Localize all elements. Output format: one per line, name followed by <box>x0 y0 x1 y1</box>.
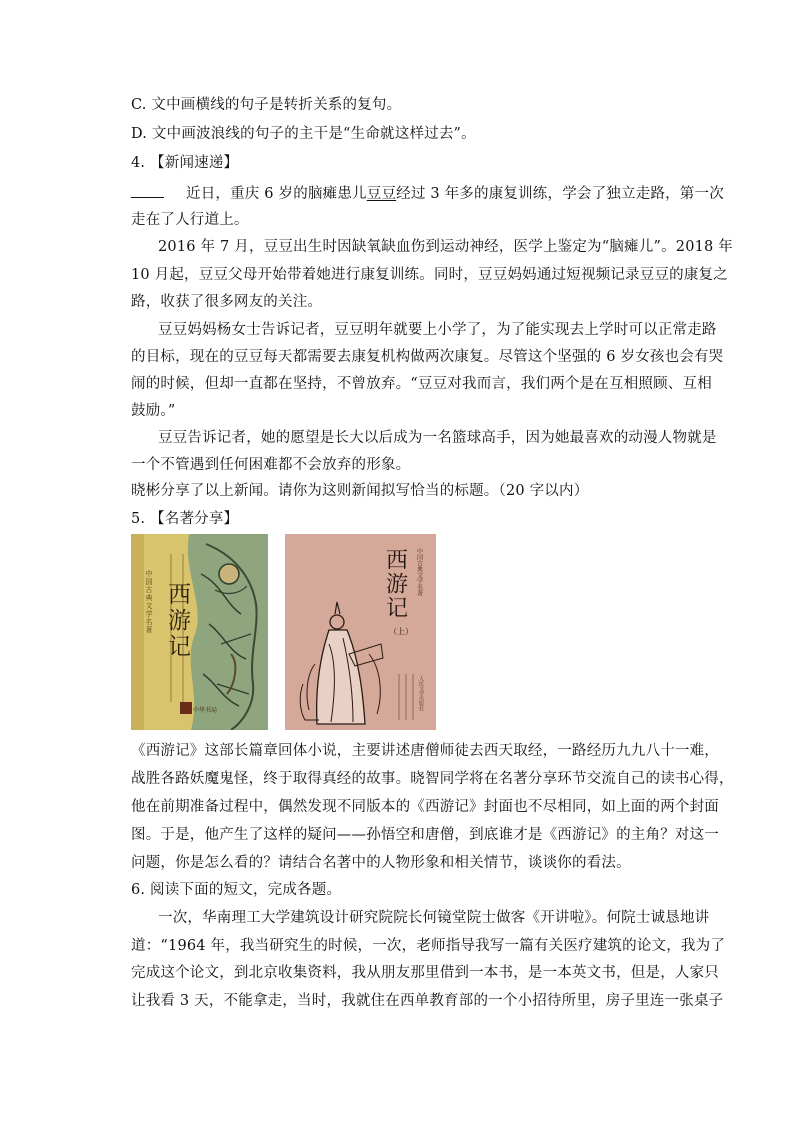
cover1-seal-icon <box>180 702 192 714</box>
q4-task: 晓彬分享了以上新闻。请你为这则新闻拟写恰当的标题。（20 字以内） <box>131 483 589 499</box>
option-d: D. 文中画波浪线的句子的主干是“生命就这样过去”。 <box>131 126 476 142</box>
q6-line1: 一次，华南理工大学建筑设计研究院院长何镜堂院士做客《开讲啦》。何院士诚恳地讲 <box>158 910 710 926</box>
q4-p2-line3: 路，收获了很多网友的关注。 <box>131 294 323 310</box>
q5-line4: 图。于是，他产生了这样的疑问——孙悟空和唐僧，到底谁才是《西游记》的主角？对这一 <box>131 827 719 843</box>
q4-p3-line4: 鼓励。” <box>131 403 176 419</box>
cover1-illustration <box>131 534 268 730</box>
q6-line4: 让我看 3 天，不能拿走，当时，我就住在西单教育部的一个小招待所里，房子里连一张桌子 <box>131 993 724 1009</box>
q4-p2-line1: 2016 年 7 月，豆豆出生时因缺氧缺血伤到运动神经，医学上鉴定为“脑瘫儿”。2018 年 <box>158 239 733 255</box>
q6-heading: 6. 阅读下面的短文，完成各题。 <box>131 882 342 898</box>
q4-p3-line1: 豆豆妈妈杨女士告诉记者，豆豆明年就要上小学了，为了能实现去上学时可以正常走路 <box>158 322 717 338</box>
q4-p3-line2: 的目标，现在的豆豆每天都需要去康复机构做两次康复。尽管这个坚强的 6 岁女孩也会有哭 <box>131 349 724 365</box>
q4-p4-line1: 豆豆告诉记者，她的愿望是长大以后成为一名篮球高手，因为她最喜欢的动漫人物就是 <box>158 430 717 446</box>
book-cover-renmin <box>285 534 436 730</box>
q4-heading: 4. 【新闻速递】 <box>131 155 239 171</box>
q4-p1-line2: 走在了人行道上。 <box>131 212 249 228</box>
cover1-series: 中国古典文学名著 <box>145 570 153 634</box>
q5-line3: 他在前期准备过程中，偶然发现不同版本的《西游记》封面也不尽相同，如上面的两个封面 <box>131 799 719 815</box>
cover2-title: 西游记 <box>382 548 408 620</box>
q4-p2-line2: 10 月起，豆豆父母开始带着她进行康复训练。同时，豆豆妈妈通过短视频记录豆豆的康复之 <box>131 267 728 283</box>
cover1-publisher: 中华书局 <box>193 707 218 714</box>
cover2-illustration <box>285 534 436 730</box>
q5-line1: 《西游记》这部长篇章回体小说，主要讲述唐僧师徒去西天取经，一路经历九九八十一难， <box>131 743 719 759</box>
q5-line2: 战胜各路妖魔鬼怪，终于取得真经的故事。晓智同学将在名著分享环节交流自己的读书心得， <box>131 771 734 787</box>
q4-p3-line3: 闹的时候，但却一直都在坚持，不曾放弃。“豆豆对我而言，我们两个是在互相照顾、互相 <box>131 376 712 392</box>
cover2-publisher: 人民文学出版社 <box>418 676 424 711</box>
q5-heading: 5. 【名著分享】 <box>131 511 239 527</box>
option-c: C. 文中画横线的句子是转折关系的复句。 <box>131 97 402 113</box>
q6-line2: 道：“1964 年，我当研究生的时候，一次，老师指导我写一篇有关医疗建筑的论文，我为了 <box>131 938 726 954</box>
cover2-volume: （上） <box>389 627 413 636</box>
q4-p4-line2: 一个不管遇到任何困难都不会放弃的形象。 <box>131 457 411 473</box>
underlined-name: 豆豆 <box>366 186 397 202</box>
q5-line5: 问题，你是怎么看的？请结合名著中的人物形象和相关情节，谈谈你的看法。 <box>131 855 631 871</box>
book-cover-zhonghua <box>131 534 268 730</box>
q6-line3: 完成这个论文，到北京收集资料，我从朋友那里借到一本书，是一本英文书，但是，人家只 <box>131 965 719 981</box>
cover1-title: 西游记 <box>164 582 190 660</box>
title-answer-blank[interactable] <box>131 183 164 198</box>
cover2-series: 中国古典文学名著 <box>415 548 423 596</box>
q4-p1-line1: 近日，重庆 6 岁的脑瘫患儿豆豆经过 3 年多的康复训练，学会了独立走路，第一次 <box>131 183 724 204</box>
